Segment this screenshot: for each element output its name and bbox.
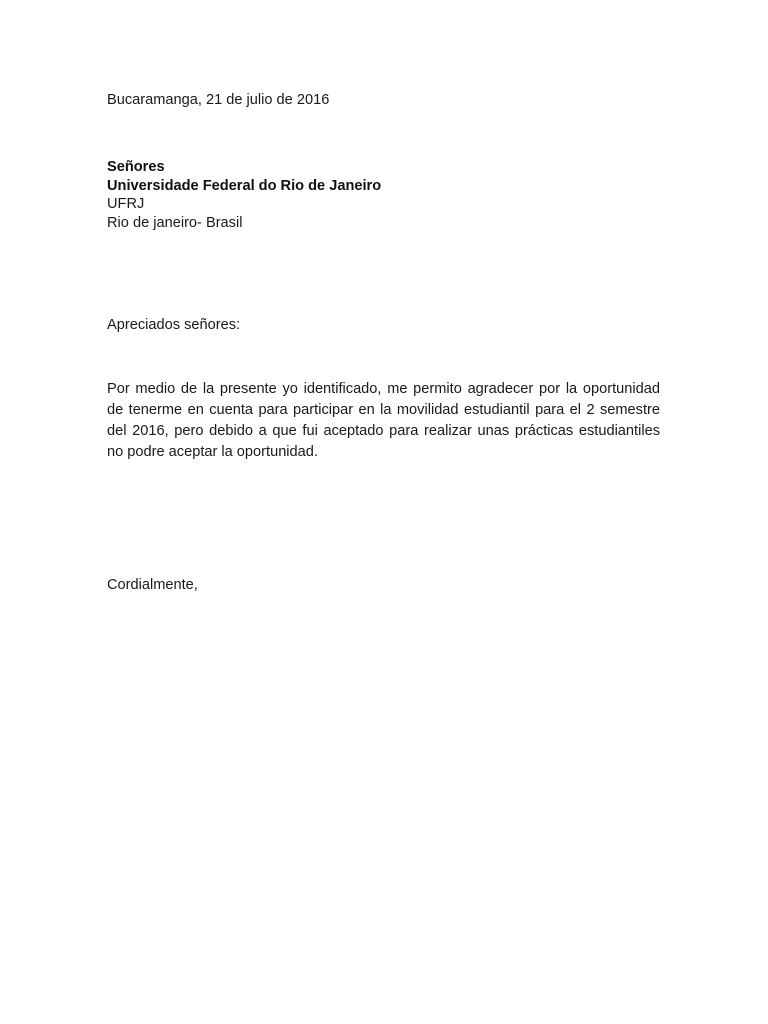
recipient-title: Señores <box>107 159 165 175</box>
recipient-abbreviation: UFRJ <box>107 196 145 212</box>
recipient-block <box>107 158 381 232</box>
recipient-institution: Universidade Federal do Rio de Janeiro <box>107 177 382 194</box>
recipient-location: Rio de janeiro- Brasil <box>107 214 243 231</box>
body-line: no podre aceptar la oportunidad. <box>107 444 318 460</box>
letter-body <box>107 379 660 463</box>
salutation: Apreciados señores: <box>107 317 241 333</box>
body-line: de tenerme en cuenta para participar en la movilidad estudiantil para el 2 semestre <box>107 402 660 418</box>
body-line: del 2016, pero debido a que fui aceptado para realizar unas prácticas estudiantiles <box>107 423 660 439</box>
date-line: Bucaramanga, 21 de julio de 2016 <box>107 92 330 108</box>
closing: Cordialmente, <box>107 577 198 593</box>
body-line: Por medio de la presente yo identificado, me permito agradecer por la oportunidad <box>107 381 660 397</box>
